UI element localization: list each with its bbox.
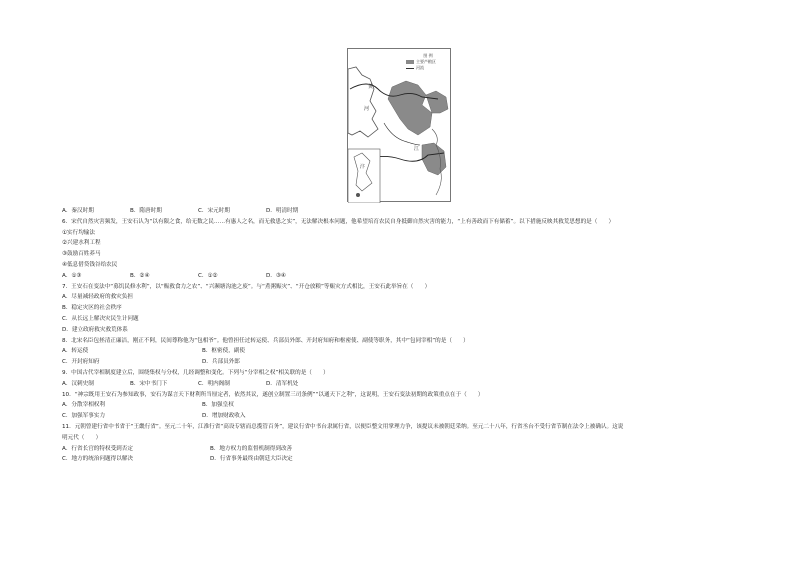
q8-stem: 8．北宋名臣包拯清正廉洁，刚正不阿，民间尊称他为“包相爷”。他曾担任过转运使、兵部员外郎、开封府知府和枢密使、副使等职务，其中“包同宰相”的是（ ） <box>62 337 469 344</box>
q10-options-row1 <box>62 400 782 411</box>
exam-questions <box>62 206 782 465</box>
option-a[interactable]: A．秦汉时期 <box>62 208 94 214</box>
q7-option-d[interactable]: D．建立政府救灾救荒体系 <box>62 326 128 333</box>
q8-option-d[interactable]: D．兵部员外郎 <box>202 359 240 366</box>
inset-island <box>356 193 360 197</box>
q6-option-d[interactable]: D．③④ <box>266 272 286 279</box>
q10-options-row2 <box>62 411 782 422</box>
q6-option-c[interactable]: C．①② <box>198 272 218 279</box>
legend-row-river <box>406 65 450 71</box>
map-label-bian: 汴 <box>360 164 366 170</box>
legend-label-area: 主要产粮区 <box>416 59 436 64</box>
coastline <box>348 67 378 137</box>
inset-box <box>348 149 380 203</box>
legend-swatch-area <box>406 60 414 64</box>
prev-question-options <box>62 206 782 217</box>
map-label-jiang: 江 <box>414 146 420 152</box>
q11-options-row2 <box>62 454 782 465</box>
q6-item-3: ③鼓励百姓养马 <box>62 251 101 258</box>
legend-label-river: 河流 <box>416 65 424 70</box>
q6-stem: 6．宋代自然灾害频发，王安石认为“以有限之食，给无数之民……有惠人之名，而无救患之实”，无法解决根本问题，他希望培育农民自身抵御自然灾害的能力，“上有善政而下有储蓄”。以下措施反映其救荒思想的是（ ） <box>62 218 615 225</box>
q11-option-c[interactable]: C．地方的统治问题得以解决 <box>62 456 134 463</box>
q9-option-a[interactable]: A．汉刺史制 <box>62 380 94 387</box>
q6-option-b[interactable]: B．②④ <box>130 272 150 279</box>
q6-item-2: ②兴建水利工程 <box>62 240 101 247</box>
legend-title: 图 例 <box>423 53 433 58</box>
map-label-he: 河 <box>364 106 370 112</box>
q8-option-b[interactable]: B．枢密使，副使 <box>202 348 245 355</box>
q6-options <box>62 271 782 282</box>
q11-option-a[interactable]: A．行省长官的特权受到否定 <box>62 445 133 452</box>
map-drawing <box>348 49 452 203</box>
grain-area-map <box>347 48 451 202</box>
q9-option-b[interactable]: B．宋中书门下 <box>130 380 168 387</box>
q9-option-d[interactable]: D．清军机处 <box>266 380 299 387</box>
q11-option-b[interactable]: B．地方权力的监督机制得到改善 <box>210 445 293 452</box>
map-label-huang: 黄 <box>368 84 374 90</box>
q8-options-row1 <box>62 346 782 357</box>
q10-option-d[interactable]: D．增加财政收入 <box>202 413 246 420</box>
legend-swatch-river <box>406 68 414 69</box>
q10-option-b[interactable]: B．加强皇权 <box>202 402 234 409</box>
q10-stem: 10．“神宗既用王安石为参知政事，安石为谋言天下财利所当厘定者，依然其议，遂创立制置三司条例”“以通天下之利”，这说明，王安石变法初期的政策重点在于（ ） <box>62 391 484 398</box>
q7-option-c[interactable]: C．从长远上解决灾民生计问题 <box>62 315 139 322</box>
q11-stem-cont: 明元代（ ） <box>62 434 102 441</box>
q9-option-c[interactable]: C．明内阁制 <box>198 380 230 387</box>
peninsula <box>426 91 448 113</box>
grain-area-north <box>388 81 432 135</box>
option-c[interactable]: C．宋元时期 <box>198 208 230 214</box>
q6-item-1: ①实行均输法 <box>62 229 95 236</box>
q7-stem: 7．王安石在变法中“募饥民修水利”，以“赈救食力之农”、“兴濒塘沟池之废”。与“煮粥赈灾”、“开仓放粮”等赈灾方式相比，王安石此举旨在（ ） <box>62 283 431 290</box>
q11-stem: 11．元朝曾建行省中书省于“王畿行省”。至元二十年，江淮行省“高设专辖而总揽管百务”，建议行省中书台隶属行省，以便臣整文用掌理力争，该提议未被朝廷采纳。至元二十八年，行省丞台不受行省节制在法令上被确认。这说 <box>62 423 624 430</box>
q11-option-d[interactable]: D．行省事务最终由朝廷大臣决定 <box>210 456 293 463</box>
q8-options-row2 <box>62 357 782 368</box>
q9-stem: 9．中国古代宰相制度建立后，围绕集权与分权，几经调整和变化。下列与“分宰相之权”相关联的是（ ） <box>62 369 329 376</box>
q9-options <box>62 379 782 390</box>
option-b[interactable]: B．隋唐时期 <box>130 208 162 214</box>
q11-options-row1 <box>62 444 782 455</box>
q6-item-4: ④低息借贷钱谷给农民 <box>62 261 118 268</box>
q10-option-c[interactable]: C．加强军事实力 <box>62 413 106 420</box>
q10-option-a[interactable]: A．分散宰相权利 <box>62 402 105 409</box>
option-d[interactable]: D．明清时期 <box>266 208 299 214</box>
map-legend <box>406 53 450 71</box>
q8-option-a[interactable]: A．转运使 <box>62 348 89 355</box>
q6-option-a[interactable]: A．①③ <box>62 272 82 279</box>
q7-option-a[interactable]: A．尽量减轻政府的救灾负担 <box>62 294 133 301</box>
grain-area-south <box>422 143 446 175</box>
q7-option-b[interactable]: B．稳定灾区的社会秩序 <box>62 305 122 312</box>
q8-option-c[interactable]: C．开封府知府 <box>62 359 100 366</box>
